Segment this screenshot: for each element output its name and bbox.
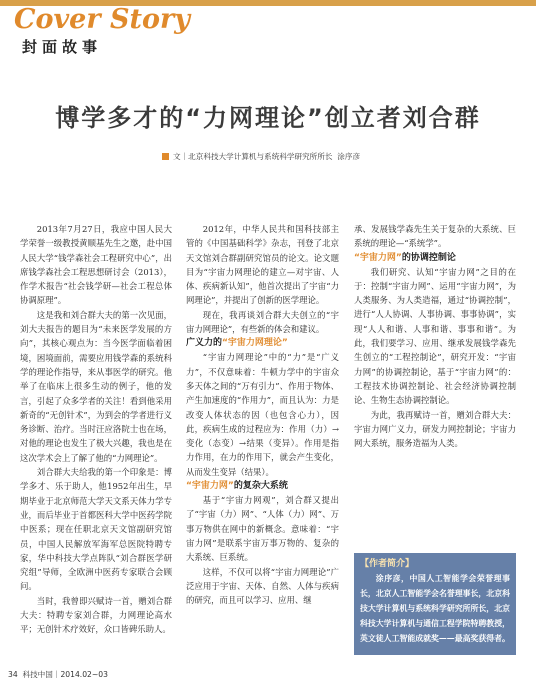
paragraph: 刘合群大夫给我的第一个印象是：博学多才、乐于助人，他1952年出生，早期毕业于北京师范大学天文系天体力学专业，而后毕业于首都医科大学中医药学院中医系；现在任职北京天文馆副研究馆员，中国人民解放军海军总医院特聘专家，华中科技大学点阵队“刘合群医学研究组”导师，全欧洲中医药专家联合会顾问。 (20, 467, 172, 592)
section-heading-quoted: “宇宙力网” (354, 252, 402, 263)
section-heading (186, 336, 339, 350)
paragraph: 当时，我曾即兴赋诗一首，赠刘合群大夫：特聘专家刘合群，力网理论高水平；无创针术疗效好，众口皆碑乐助人。 (20, 595, 172, 635)
section-heading-text: 的协调控制论 (401, 252, 456, 263)
page-footer: 34 科技中国｜2014.02~03 (8, 670, 108, 679)
article-column-2 (186, 222, 339, 607)
section-heading (186, 479, 339, 493)
paragraph: 2012年，中华人民共和国科技部主管的《中国基础科学》杂志，刊登了北京天文馆刘合群副研究馆员的论文。论文题目为“宇宙力网理论的建立—对宇宙、人体、疾病新认知”，他首次提出了宇宙“力网理论”，并提出了创新的医学理论。 (186, 224, 339, 306)
page-number: 34 (8, 670, 18, 679)
article-column-3 (354, 222, 516, 450)
section-title-en: Cover Story (14, 4, 190, 35)
paragraph: 这是我和刘合群大夫的第一次见面，刘大夫报告的题目为“未来医学发展的方向”，其核心观点为：当今医学面临着困境，困境面前，需要应用钱学森的系统科学的理论作指导，来从事医学的研究。他举了在临床上很多生动的例子，他的发言，引起了众多学者的关注！看到他采用新奇的“无创针术”，为到会的学者进行义务诊断、治疗。当时汪应洛院士也在场，对他的理论也发生了极大兴趣，我也是在这次学术会上了解了他的“力网理论”。 (20, 309, 172, 463)
paragraph: 2013年7月27日，我应中国人民大学荣誉一级教授黄顺基先生之邀，赴中国人民大学“钱学森社会工程研究中心”，出席钱学森社会工程思想研讨会（2013），作学术报告“社会钱学研—社会工程总体协调原理”。 (20, 224, 172, 306)
byline-square-icon (162, 153, 169, 160)
issue-date: 2014.02~03 (60, 670, 108, 679)
paragraph: “宇宙力网理论”中的“力”是“广义力”，不仅意味着：牛顿力学中的宇宙众多天体之间的“万有引力”、作用于物体、产生加速度的“作用力”，而且认为：力是改变人体状态的因（也包含心力），因此，疾病生成的过程应为：作用（力）→变化（态变）→结果（变异）。作用是指力作用，在力的作用下，就会产生变化，从而发生变异（结果）。 (186, 352, 339, 477)
section-title-cn: 封面故事 (22, 38, 103, 56)
paragraph: 基于“宇宙力网观”，刘合群又提出了“宇宙（力）网”、“人体（力）网”、万事万物供在网中的新概念。意味着：“宇宙力网”是联系宇宙万事万物的、复杂的大系统、巨系统。 (186, 495, 339, 563)
paragraph: 这样，不仅可以将“宇宙力网理论”广泛应用于宇宙、天体、自然、人体与疾病的研究，而且可以学习、应用、继 (186, 566, 339, 606)
author-bio-box (354, 553, 516, 655)
byline-affiliation: 文｜北京科技大学计算机与系统科学研究所所长 (173, 152, 333, 161)
section-heading-text: 的复杂大系统 (233, 481, 288, 492)
author-bio-text: 涂序彦，中国人工智能学会荣誉理事长，北京人工智能学会名誉理事长，北京科技大学计算机与系统科学研究所所长，北京科技大学计算机与通信工程学院特聘教授，英文徒人工智能成就奖——最高奖获得者。 (360, 574, 510, 643)
section-heading-quoted: “宇宙力网” (186, 481, 234, 492)
paragraph: 我们研究、认知“宇宙力网”之目的在于：控制“宇宙力网”、运用“宇宙力网”，为人类服务、为人类造福，通过“协调控制”，进行“人人协调、人事协调、事事协调”，实现“人人和谐、人事和谐、事事和谐”。为此，我们要学习、应用、继承发展钱学森先生创立的“工程控制论”，研究开发：“宇宙力网”的协调控制论，基于“宇宙力网”的：工程技术协调控制论、社会经济协调控制论、生物生态协调控制论。 (354, 266, 516, 406)
article-title: 博学多才的“力网理论”创立者刘合群 (55, 104, 481, 132)
article-column-1 (20, 222, 172, 637)
byline (162, 151, 360, 162)
paragraph: 承、发展钱学森先生关于复杂的大系统、巨系统的理论—“系统学”。 (354, 224, 516, 249)
magazine-name: 科技中国 (22, 670, 53, 679)
section-heading-text: 广义力的 (186, 338, 223, 349)
paragraph: 为此，我再赋诗一首，赠刘合群大夫：宇宙力网广义力，研发力网控制论；宇宙力网大系统，服务造福为人类。 (354, 409, 516, 449)
paragraph: 现在，我再谈刘合群大夫创立的“宇宙力网理论”，有些新的体会和建议。 (186, 309, 339, 335)
author-bio-heading: 【作者简介】 (360, 559, 415, 569)
section-heading (354, 251, 516, 265)
section-heading-quoted: “宇宙力网理论” (222, 338, 288, 349)
byline-author: 涂序彦 (337, 152, 361, 161)
